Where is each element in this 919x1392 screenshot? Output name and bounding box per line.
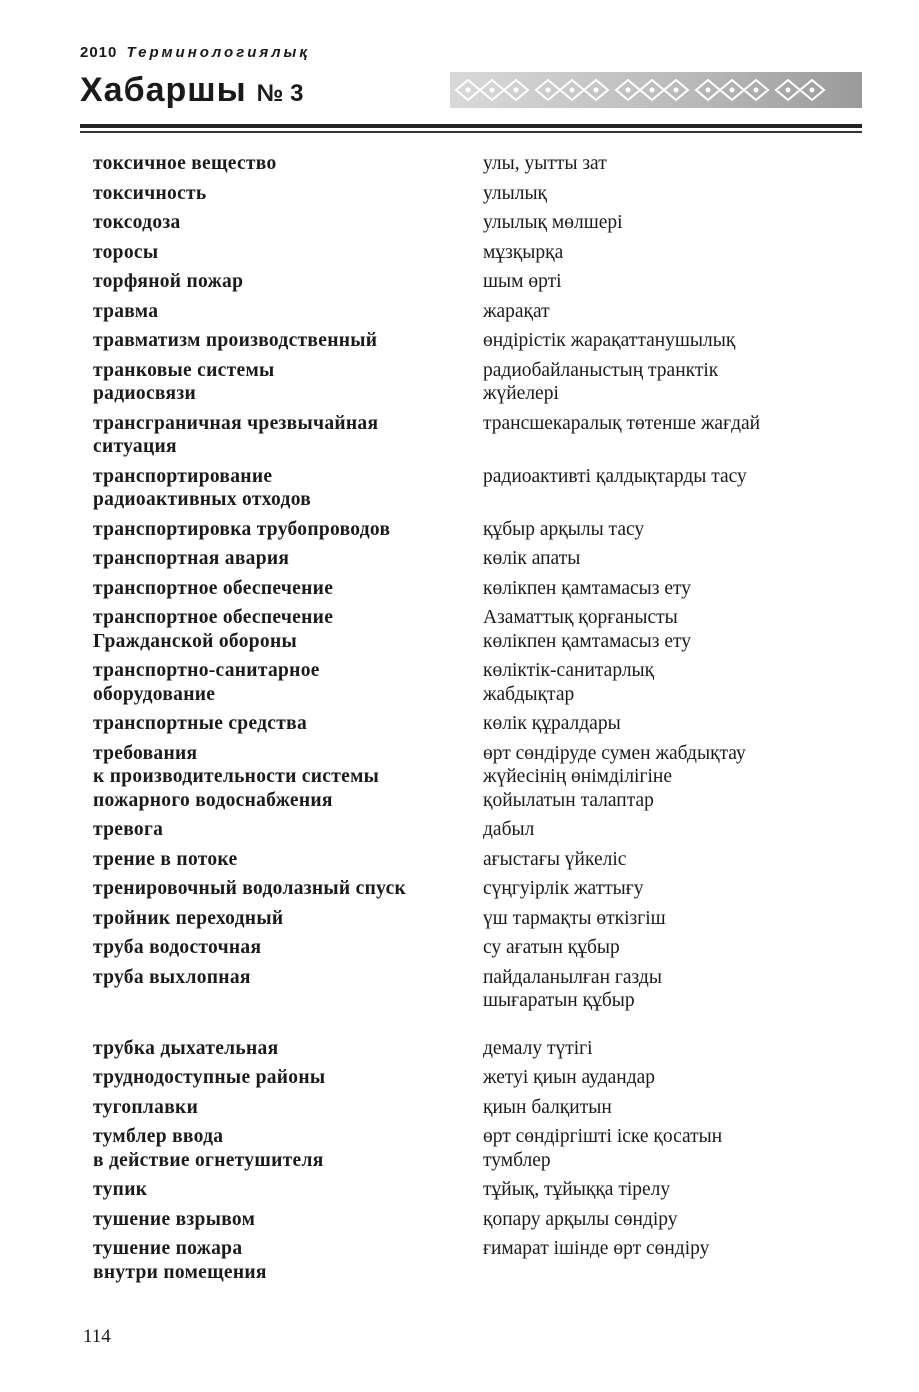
term-russian: транспортно-санитарное оборудование bbox=[93, 660, 320, 705]
header-year: 2010 bbox=[80, 44, 118, 61]
term-russian: токсодоза bbox=[93, 212, 181, 233]
term-kazakh: пайдаланылған газды шығаратын құбыр bbox=[483, 966, 662, 1011]
term-russian: транспортирование радиоактивных отходов bbox=[93, 465, 312, 510]
glossary-entry bbox=[93, 211, 828, 235]
term-kazakh: өрт сөндіруде сумен жабдықтау жүйесінің өнімділігіне қойылатын талаптар bbox=[483, 742, 746, 811]
term-kazakh: көлікпен қамтамасыз ету bbox=[483, 577, 691, 599]
glossary-entry bbox=[93, 1178, 828, 1202]
glossary-entry bbox=[93, 712, 828, 736]
glossary-entry bbox=[93, 1066, 828, 1090]
glossary-list bbox=[93, 152, 828, 1290]
term-russian: транспортное обеспечение Гражданской обороны bbox=[93, 607, 334, 652]
glossary-entry bbox=[93, 659, 828, 706]
glossary-entry bbox=[93, 848, 828, 872]
glossary-entry bbox=[93, 300, 828, 324]
term-kazakh: радиобайланыстың транктік жүйелері bbox=[483, 359, 719, 404]
header-ornament bbox=[450, 72, 862, 108]
term-russian: трение в потоке bbox=[93, 848, 238, 870]
glossary-entry bbox=[93, 547, 828, 571]
term-russian: транспортная авария bbox=[93, 548, 290, 569]
term-kazakh: үш тармақты өткізгіш bbox=[483, 907, 666, 929]
glossary-entry bbox=[93, 966, 828, 1013]
term-russian: тугоплавки bbox=[93, 1096, 199, 1118]
term-russian: торфяной пожар bbox=[93, 271, 244, 292]
term-russian: транспортные средства bbox=[93, 713, 308, 734]
page-number: 114 bbox=[83, 1326, 111, 1347]
term-kazakh: өндірістік жарақаттанушылық bbox=[483, 330, 736, 351]
glossary-entry bbox=[93, 412, 828, 459]
term-kazakh: трансшекаралық төтенше жағдай bbox=[483, 412, 761, 434]
header-rule-thick bbox=[80, 124, 862, 128]
glossary-entry bbox=[93, 877, 828, 901]
term-russian: труба выхлопная bbox=[93, 966, 251, 988]
term-russian: транспортировка трубопроводов bbox=[93, 518, 391, 540]
term-kazakh: ағыстағы үйкеліс bbox=[483, 848, 627, 870]
glossary-entry bbox=[93, 518, 828, 542]
header-subtitle: Терминологиялық bbox=[126, 44, 310, 61]
glossary-entry bbox=[93, 152, 828, 176]
glossary-entry bbox=[93, 818, 828, 842]
header-title-line bbox=[80, 70, 303, 114]
term-kazakh: қопару арқылы сөндіру bbox=[483, 1208, 678, 1230]
ornament-pattern bbox=[450, 72, 862, 108]
term-kazakh: шым өрті bbox=[483, 271, 562, 292]
term-kazakh: демалу түтігі bbox=[483, 1037, 593, 1059]
term-kazakh: улы, уытты зат bbox=[483, 153, 607, 174]
header-year-line bbox=[80, 44, 310, 61]
glossary-entry bbox=[93, 465, 828, 512]
glossary-entry bbox=[93, 1125, 828, 1172]
header-rule-thin bbox=[80, 131, 862, 133]
term-kazakh: өрт сөндіргішті іске қосатын тумблер bbox=[483, 1126, 723, 1171]
glossary-entry bbox=[93, 742, 828, 813]
term-kazakh: тұйық, тұйыққа тірелу bbox=[483, 1179, 671, 1200]
term-russian: труба водосточная bbox=[93, 937, 262, 958]
term-russian: труднодоступные районы bbox=[93, 1067, 326, 1088]
glossary-entry bbox=[93, 1037, 828, 1061]
term-russian: трансграничная чрезвычайная ситуация bbox=[93, 412, 379, 457]
term-russian: тушение взрывом bbox=[93, 1208, 256, 1230]
term-russian: требования к производительности системы пожарного водоснабжения bbox=[93, 742, 380, 811]
term-russian: тумблер ввода в действие огнетушителя bbox=[93, 1126, 324, 1171]
header-issue: № 3 bbox=[256, 80, 304, 107]
term-russian: травматизм производственный bbox=[93, 330, 378, 351]
glossary-entry bbox=[93, 1237, 828, 1284]
term-russian: токсичное вещество bbox=[93, 153, 277, 174]
term-kazakh: улылық bbox=[483, 182, 548, 204]
glossary-entry bbox=[93, 1208, 828, 1232]
term-russian: тревога bbox=[93, 819, 164, 840]
term-russian: трубка дыхательная bbox=[93, 1037, 279, 1059]
term-russian: тупик bbox=[93, 1179, 148, 1200]
term-kazakh: көлік апаты bbox=[483, 548, 581, 569]
term-kazakh: Азаматтық қорғанысты көлікпен қамтамасыз ету bbox=[483, 607, 691, 652]
term-russian: транспортное обеспечение bbox=[93, 577, 334, 599]
term-kazakh: су ағатын құбыр bbox=[483, 937, 620, 958]
glossary-entry bbox=[93, 270, 828, 294]
term-russian: тройник переходный bbox=[93, 907, 284, 929]
term-kazakh: құбыр арқылы тасу bbox=[483, 518, 645, 540]
term-kazakh: жарақат bbox=[483, 300, 550, 322]
term-kazakh: ғимарат ішінде өрт сөндіру bbox=[483, 1238, 710, 1259]
header-title: Хабаршы bbox=[80, 71, 247, 109]
glossary-entry bbox=[93, 241, 828, 265]
running-header bbox=[80, 44, 862, 134]
term-kazakh: дабыл bbox=[483, 819, 535, 840]
glossary-entry bbox=[93, 329, 828, 353]
term-kazakh: қиын балқитын bbox=[483, 1096, 612, 1118]
glossary-entry bbox=[93, 907, 828, 931]
term-russian: токсичность bbox=[93, 182, 207, 204]
term-russian: травма bbox=[93, 300, 159, 322]
glossary-entry bbox=[93, 577, 828, 601]
term-kazakh: көлік құралдары bbox=[483, 713, 621, 734]
glossary-entry bbox=[93, 182, 828, 206]
glossary-entry bbox=[93, 359, 828, 406]
glossary-entry bbox=[93, 1096, 828, 1120]
term-russian: торосы bbox=[93, 241, 159, 263]
term-kazakh: жетуі қиын аудандар bbox=[483, 1067, 656, 1088]
term-kazakh: радиоактивті қалдықтарды тасу bbox=[483, 465, 747, 487]
term-kazakh: көліктік-санитарлық жабдықтар bbox=[483, 660, 655, 705]
glossary-entry bbox=[93, 606, 828, 653]
term-russian: тушение пожара внутри помещения bbox=[93, 1238, 267, 1283]
term-kazakh: сүңгуірлік жаттығу bbox=[483, 878, 644, 899]
term-russian: тренировочный водолазный спуск bbox=[93, 878, 407, 899]
term-kazakh: мұзқырқа bbox=[483, 241, 564, 263]
term-kazakh: улылық мөлшері bbox=[483, 212, 623, 233]
glossary-entry bbox=[93, 936, 828, 960]
term-russian: транковые системы радиосвязи bbox=[93, 359, 275, 404]
